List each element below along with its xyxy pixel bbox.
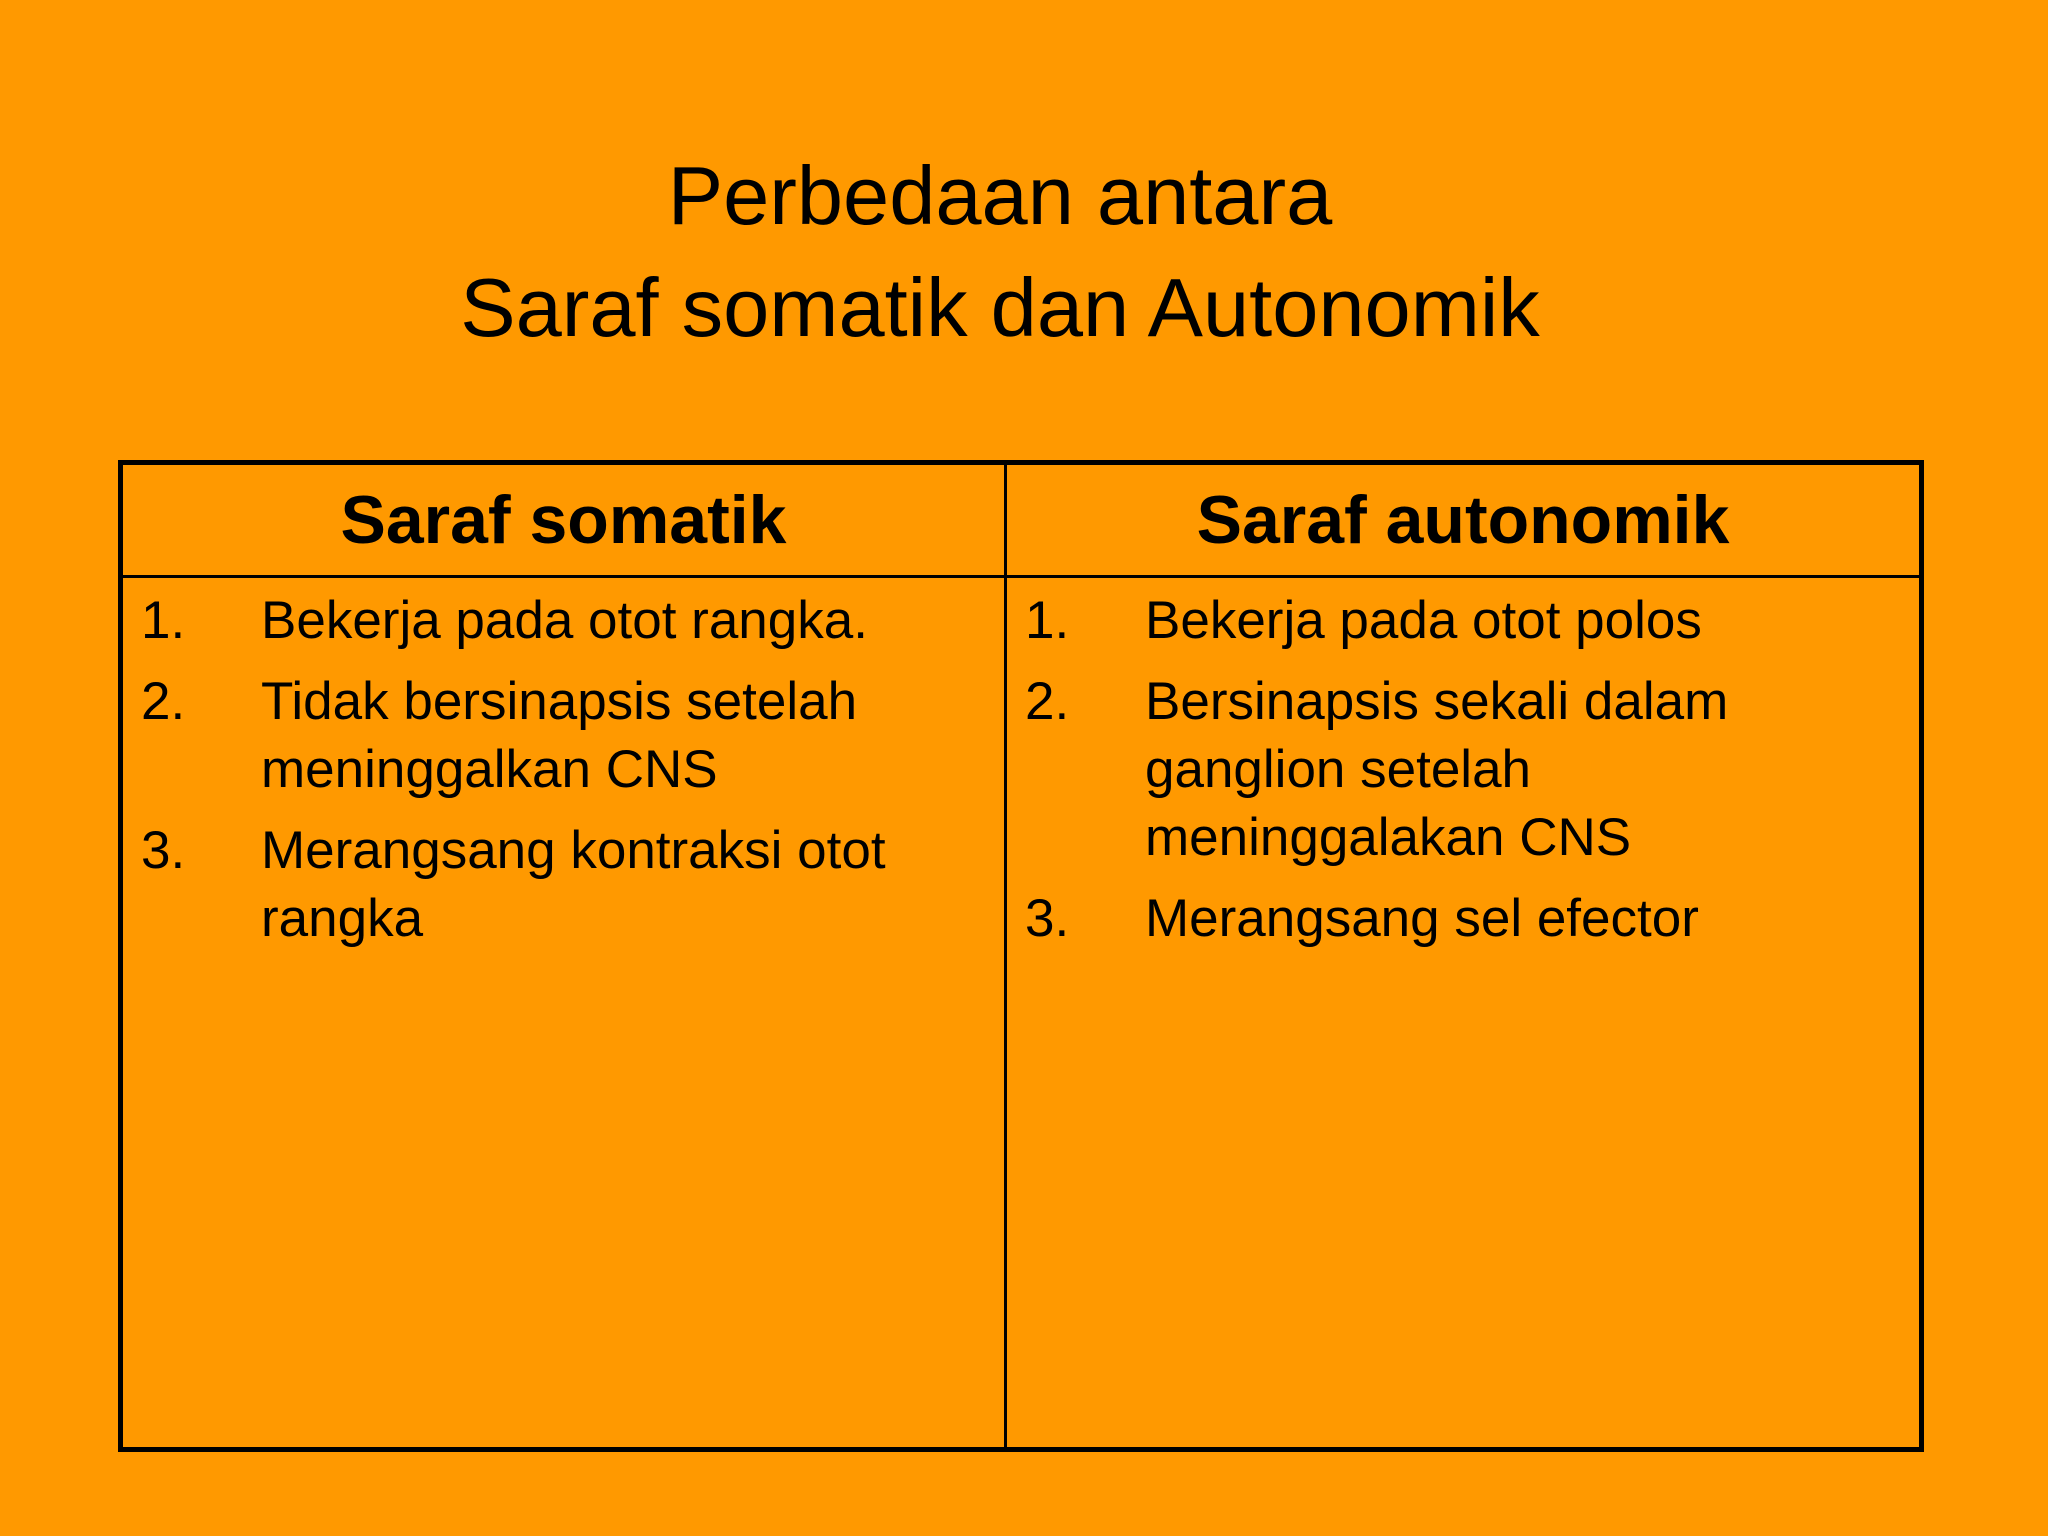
comparison-table xyxy=(118,460,1924,1452)
item-text: Bekerja pada otot polos xyxy=(1145,591,1702,650)
item-text: Merangsang sel efector xyxy=(1145,889,1699,948)
list-item xyxy=(1025,885,1905,953)
item-text: Tidak bersinapsis setelah meninggalkan CNS xyxy=(261,672,858,799)
autonomik-list xyxy=(1025,587,1905,966)
list-item xyxy=(141,668,991,804)
item-number: 1. xyxy=(141,591,186,650)
slide-title xyxy=(0,140,2000,364)
list-item xyxy=(141,587,991,655)
item-text: Merangsang kontraksi otot rangka xyxy=(261,821,886,948)
item-number: 3. xyxy=(141,821,186,880)
header-somatik: Saraf somatik xyxy=(340,482,787,558)
title-line-2: Saraf somatik dan Autonomik xyxy=(460,261,1540,354)
item-text: Bekerja pada otot rangka. xyxy=(261,591,868,650)
item-number: 2. xyxy=(141,672,186,731)
item-number: 3. xyxy=(1025,889,1070,948)
title-line-1: Perbedaan antara xyxy=(667,149,1333,242)
header-autonomik: Saraf autonomik xyxy=(1196,482,1730,558)
column-divider xyxy=(1004,465,1007,1447)
list-item xyxy=(141,817,991,953)
item-number: 1. xyxy=(1025,591,1070,650)
list-item xyxy=(1025,668,1905,872)
item-number: 2. xyxy=(1025,672,1070,731)
list-item xyxy=(1025,587,1905,655)
header-divider xyxy=(123,575,1919,578)
item-text: Bersinapsis sekali dalam ganglion setelah meninggalakan CNS xyxy=(1145,672,1729,867)
somatik-list xyxy=(141,587,991,966)
